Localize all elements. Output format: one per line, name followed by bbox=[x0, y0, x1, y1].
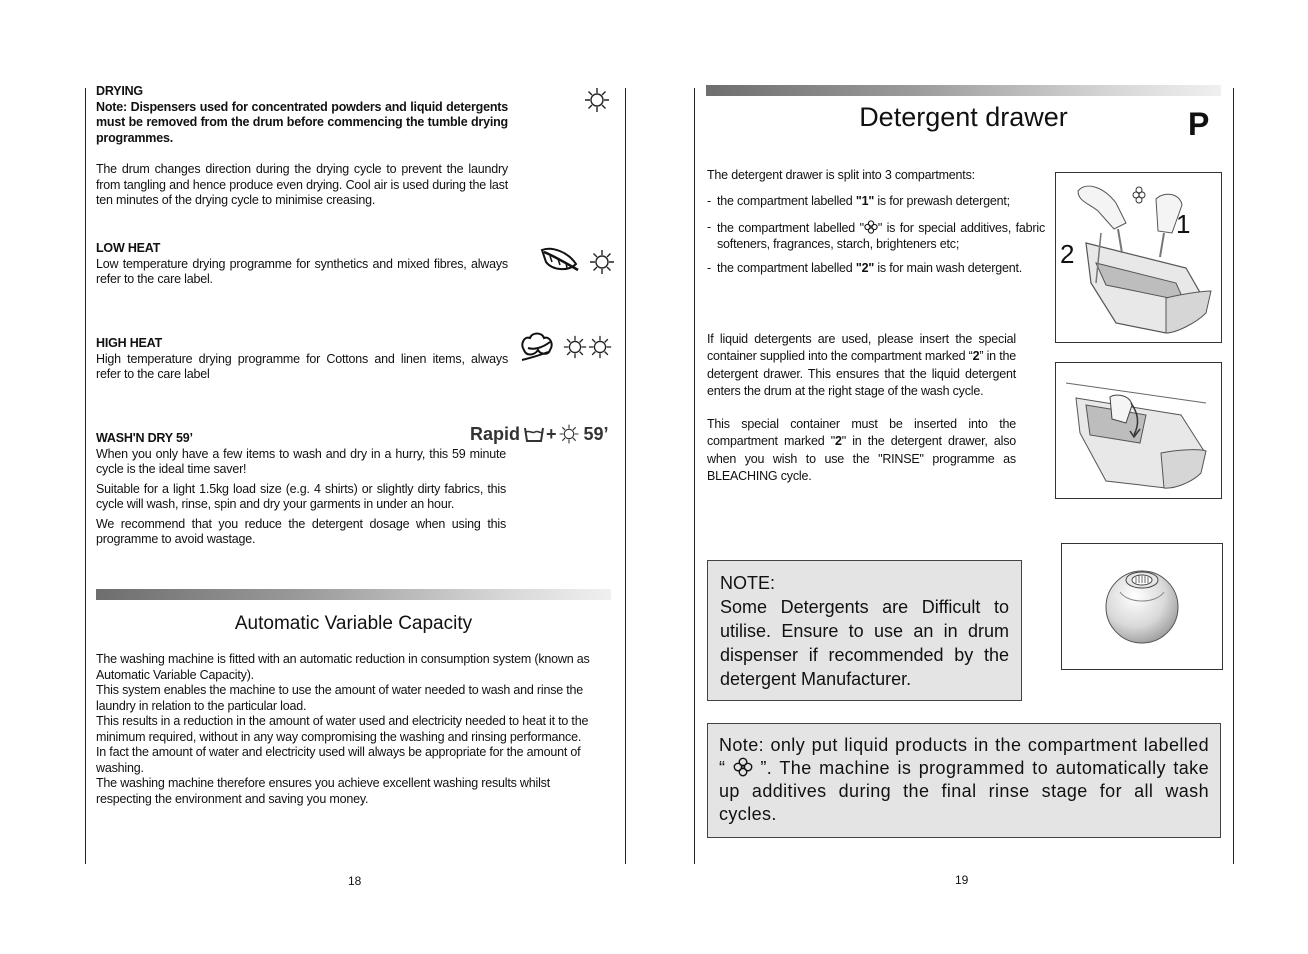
note-body: Some Detergents are Difficult to utilise. Ensure to use an in drum dispenser if recommended by the detergent Manufacturer. bbox=[720, 597, 1009, 689]
avc-body bbox=[96, 652, 608, 807]
compartments-intro: The detergent drawer is split into 3 compartments: bbox=[707, 168, 975, 182]
compartments-section bbox=[707, 168, 1045, 277]
time-label: 59’ bbox=[583, 423, 609, 444]
list-item-mark: "1" bbox=[855, 193, 875, 208]
right-page-border-left bbox=[694, 88, 695, 864]
sun-icon bbox=[588, 248, 616, 276]
list-item: - the compartment labelled "1" is for prewash detergent; bbox=[707, 193, 1010, 208]
compartment-mark: 2 bbox=[834, 434, 842, 449]
list-item-text: is for prewash detergent; bbox=[874, 193, 1010, 208]
plus-sign: + bbox=[546, 423, 557, 444]
list-item-text: " is for special additives, fabric softeners, fragrances, starch, brighteners etc; bbox=[717, 221, 1045, 251]
liquid-p1-text: ” in the detergent drawer. This ensures that the liquid detergent enters the drum at the right stage of the wash cycle. bbox=[707, 349, 1016, 398]
detergent-drawer-figure bbox=[1055, 172, 1222, 343]
wash-tub-icon bbox=[523, 425, 545, 443]
liquid-p2-text: " in the detergent drawer, also when you wish to use the "RINSE" programme as BLEACHING cycle. bbox=[707, 434, 1017, 484]
wash-n-dry-p3: We recommend that you reduce the detergent dosage when using this programme to avoid wastage. bbox=[96, 516, 506, 546]
note-text: Note: only put liquid products in the compartment labelled “ bbox=[719, 735, 1209, 778]
low-heat-section bbox=[96, 241, 508, 288]
low-heat-body: Low temperature drying programme for synthetics and mixed fibres, always refer to the care label. bbox=[96, 256, 508, 286]
avc-p1: The washing machine is fitted with an automatic reduction in consumption system (known as Automatic Variable Capacity). bbox=[96, 652, 590, 682]
page-number: 18 bbox=[348, 874, 362, 888]
flower-icon bbox=[733, 757, 753, 777]
dispenser-ball-figure bbox=[1061, 543, 1223, 670]
liquid-p2 bbox=[707, 416, 1016, 485]
avc-p4: In fact the amount of water and electricity used will always be appropriate for the amount of washing. bbox=[96, 745, 581, 775]
low-heat-title: LOW HEAT bbox=[96, 241, 161, 255]
sun-icon bbox=[562, 334, 588, 360]
wash-n-dry-title: WASH'N DRY 59’ bbox=[96, 431, 193, 445]
container-illustration bbox=[1056, 363, 1221, 498]
avc-p5: The washing machine therefore ensures you achieve excellent washing results whilst respecting the environment and saving you money. bbox=[96, 776, 550, 806]
list-item-mark: "2" bbox=[855, 261, 875, 275]
left-page-border-left bbox=[85, 88, 86, 864]
list-item-text: the compartment labelled bbox=[717, 193, 856, 208]
section-divider-bar bbox=[96, 589, 611, 600]
drying-title: DRYING bbox=[96, 84, 143, 98]
liquid-container-figure bbox=[1055, 362, 1222, 499]
rapid-label: Rapid bbox=[470, 423, 521, 444]
page-number: 19 bbox=[955, 873, 969, 887]
compartment-label-2: 2 bbox=[1060, 239, 1075, 269]
liquid-detergent-section bbox=[707, 331, 1016, 485]
high-heat-title: HIGH HEAT bbox=[96, 336, 163, 350]
liquid-products-note bbox=[707, 723, 1221, 838]
flower-icon bbox=[864, 220, 878, 234]
left-page-border-right bbox=[625, 88, 626, 864]
liquid-p2-text: This special container must be inserted into the compartment marked " bbox=[707, 417, 1016, 449]
wash-n-dry-p2: Suitable for a light 1.5kg load size (e.g. 4 shirts) or slightly dirty fabrics, this cycle will wash, rinse, spin and dry your garments in under an hour. bbox=[96, 481, 506, 511]
list-item-text: the compartment labelled " bbox=[717, 221, 864, 235]
drying-note: Note: Dispensers used for concentrated powders and liquid detergents must be removed from the drum before commencing the tumble drying programmes. bbox=[96, 99, 508, 145]
avc-p3: This results in a reduction in the amount of water used and electricity needed to heat it to the minimum required, without in any way compromising the washing and rinsing performance. bbox=[96, 714, 589, 744]
avc-p2: This system enables the machine to use the amount of water needed to wash and rinse the laundry in relation to the particular load. bbox=[96, 683, 584, 713]
note-text: ”. The machine is programmed to automatically take up additives during the final rinse stage for all wash cycles. bbox=[719, 758, 1209, 824]
dispenser-ball-illustration bbox=[1062, 544, 1222, 669]
list-item-text: is for main wash detergent. bbox=[874, 261, 1023, 275]
language-letter: P bbox=[1188, 106, 1210, 142]
liquid-p1 bbox=[707, 331, 1016, 400]
drying-section bbox=[96, 84, 508, 209]
list-item: - the compartment labelled " " is for special additives, fabric softeners, fragrances, starch, brighteners etc; bbox=[707, 220, 1045, 251]
sun-icon bbox=[558, 423, 580, 445]
title-bar bbox=[706, 85, 1221, 96]
page-title: Detergent drawer bbox=[859, 102, 1068, 132]
list-item-text: the compartment labelled bbox=[717, 261, 856, 275]
right-page-border-right bbox=[1233, 88, 1234, 864]
wash-n-dry-p1: When you only have a few items to wash and dry in a hurry, this 59 minute cycle is the ideal time saver! bbox=[96, 446, 506, 476]
avc-title: Automatic Variable Capacity bbox=[234, 613, 473, 634]
cotton-flower-icon bbox=[518, 330, 556, 364]
note-title: NOTE: bbox=[720, 573, 776, 593]
drawer-illustration bbox=[1056, 173, 1221, 342]
high-heat-section bbox=[96, 336, 508, 383]
compartment-mark: 2 bbox=[972, 349, 980, 364]
high-heat-body: High temperature drying programme for Cottons and linen items, always refer to the care label bbox=[96, 351, 508, 381]
wash-n-dry-section bbox=[96, 431, 506, 548]
drying-body: The drum changes direction during the drying cycle to prevent the laundry from tangling and hence produce even drying. Cool air is used during the last ten minutes of the drying cycle to minimise creasing. bbox=[96, 162, 508, 207]
compartment-label-1: 1 bbox=[1176, 209, 1191, 239]
liquid-products-note-text bbox=[719, 734, 1209, 826]
note-box bbox=[707, 560, 1022, 701]
list-item: - the compartment labelled "2" is for main wash detergent. bbox=[707, 261, 1023, 275]
sun-icon bbox=[583, 86, 611, 114]
sun-icon bbox=[587, 334, 613, 360]
liquid-p1-text: If liquid detergents are used, please insert the special container supplied into the compartment marked “ bbox=[707, 332, 1016, 364]
synthetic-leaf-icon bbox=[538, 244, 584, 276]
